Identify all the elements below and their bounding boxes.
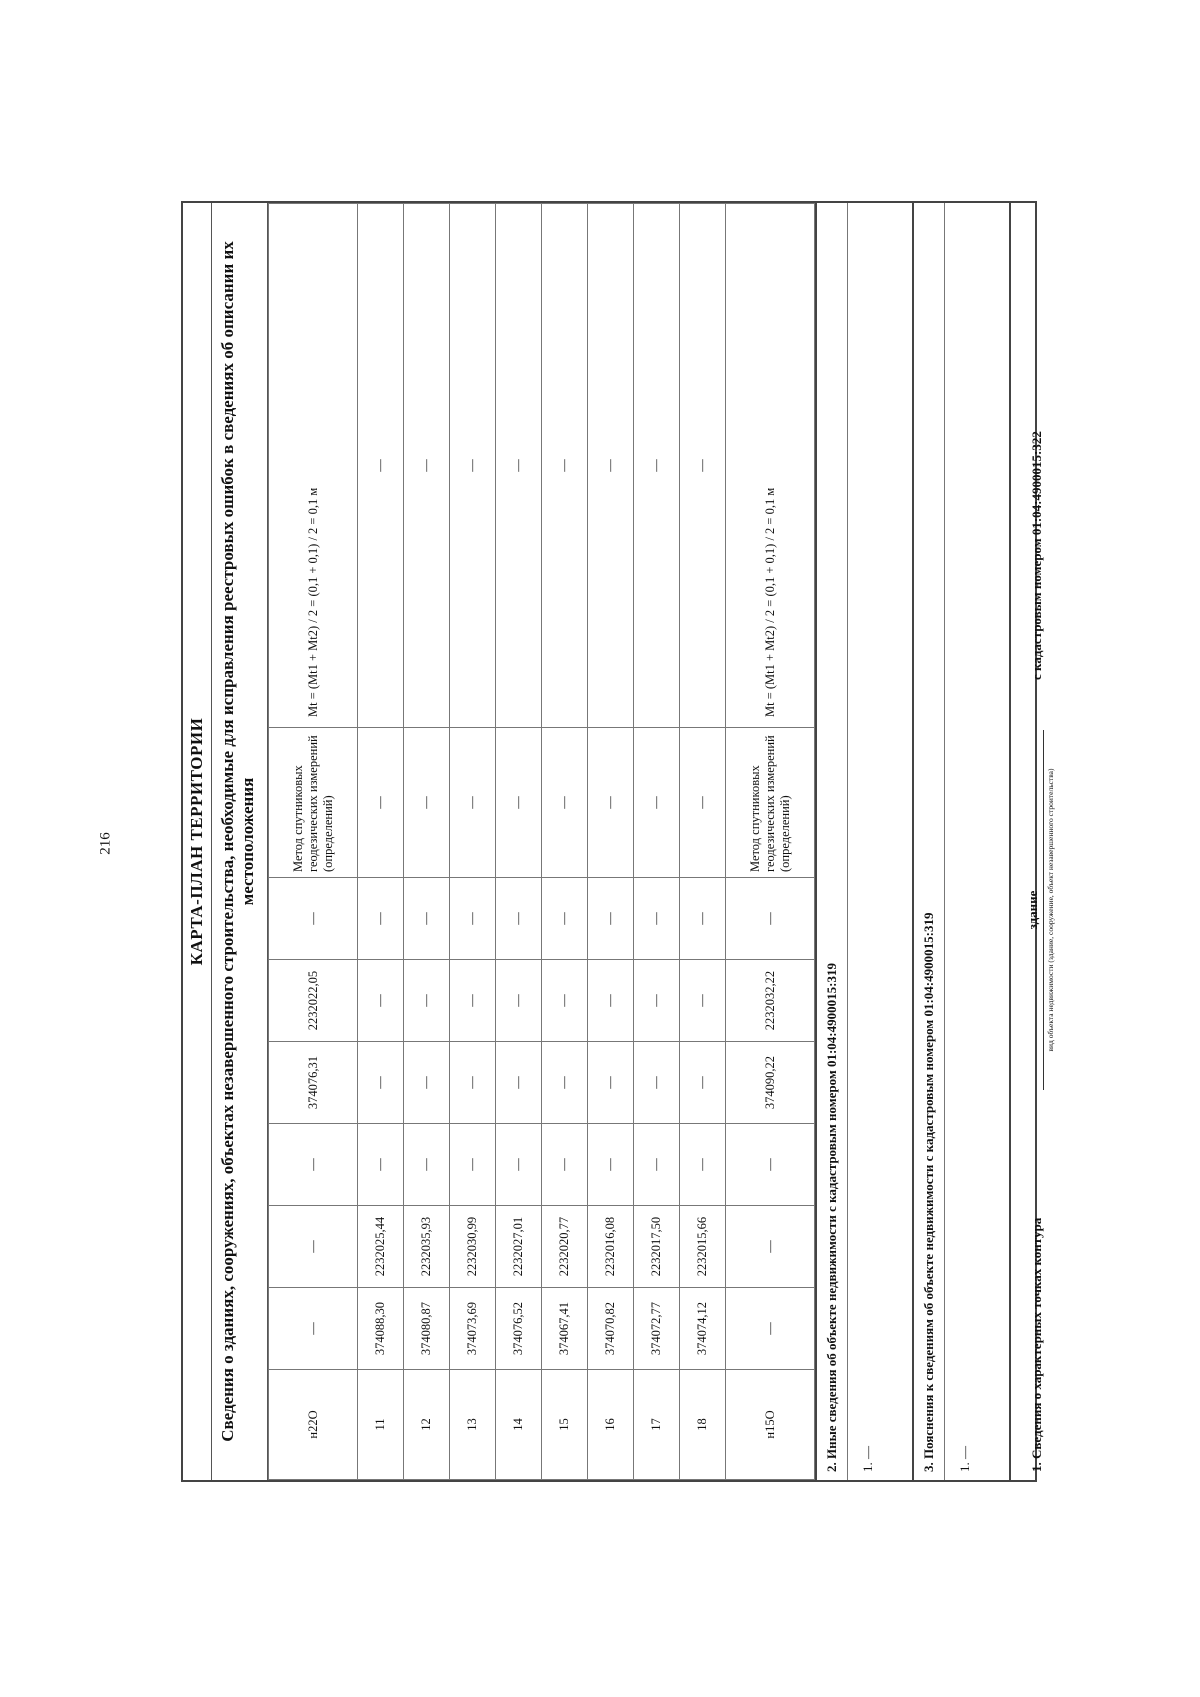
object-type-hint: вид объекта недвижимости (здание, сооружение, объект незавершенного строительства) <box>1046 768 1055 1052</box>
cell-x-old: 374067,41 <box>542 1288 588 1370</box>
table-row <box>680 204 726 1480</box>
cell-point: 13 <box>450 1370 496 1480</box>
cell-point: 18 <box>680 1370 726 1480</box>
cell-y-new: 2232032,22 <box>726 960 815 1042</box>
cell-y-old: 2232016,08 <box>588 1206 634 1288</box>
cell-dash2: — <box>634 878 680 960</box>
cell-formula: — <box>358 204 404 728</box>
cell-point: 14 <box>496 1370 542 1480</box>
cell-dash2: — <box>358 878 404 960</box>
cell-y-old: — <box>726 1206 815 1288</box>
cell-dash2: — <box>269 878 358 960</box>
cell-x-old: 374080,87 <box>404 1288 450 1370</box>
cell-method: — <box>496 728 542 878</box>
cell-method: — <box>404 728 450 878</box>
cell-point: 15 <box>542 1370 588 1480</box>
cell-y-new: — <box>496 960 542 1042</box>
cell-point: 16 <box>588 1370 634 1480</box>
cell-formula: — <box>450 204 496 728</box>
table-row <box>496 204 542 1480</box>
cell-x-new: 374090,22 <box>726 1042 815 1124</box>
table-row <box>358 204 404 1480</box>
cell-point: 11 <box>358 1370 404 1480</box>
cell-dash: — <box>450 1124 496 1206</box>
cell-method: — <box>542 728 588 878</box>
cell-x-old: — <box>269 1288 358 1370</box>
cell-y-old: — <box>269 1206 358 1288</box>
section-explanations <box>912 203 985 1480</box>
document-subtitle: Сведения о зданиях, сооружениях, объектах незавершенного строительства, необходимые для исправления реестровых ошибок в сведениях об описании их местоположения <box>212 203 268 1480</box>
cell-formula: — <box>680 204 726 728</box>
document-title: КАРТА-ПЛАН ТЕРРИТОРИИ <box>183 203 212 1480</box>
cell-y-new: — <box>680 960 726 1042</box>
table-row <box>588 204 634 1480</box>
cell-x-old: 374074,12 <box>680 1288 726 1370</box>
cell-x-new: — <box>404 1042 450 1124</box>
cell-dash2: — <box>680 878 726 960</box>
cell-y-old: 2232030,99 <box>450 1206 496 1288</box>
cell-dash2: — <box>450 878 496 960</box>
cell-y-old: 2232035,93 <box>404 1206 450 1288</box>
cell-method: — <box>634 728 680 878</box>
cell-dash: — <box>634 1124 680 1206</box>
cell-dash2: — <box>588 878 634 960</box>
table-row <box>726 204 815 1480</box>
cell-y-new: — <box>542 960 588 1042</box>
cell-y-old: 2232025,44 <box>358 1206 404 1288</box>
cell-formula: — <box>588 204 634 728</box>
cell-y-old: 2232015,66 <box>680 1206 726 1288</box>
cell-formula: — <box>404 204 450 728</box>
cell-y-new: — <box>588 960 634 1042</box>
cell-point: 12 <box>404 1370 450 1480</box>
cell-x-new: — <box>634 1042 680 1124</box>
cell-formula: Mt = (Mt1 + Mt2) / 2 = (0,1 + 0,1) / 2 = 0,1 м <box>726 204 815 728</box>
cell-dash: — <box>269 1124 358 1206</box>
cell-x-new: — <box>358 1042 404 1124</box>
cell-formula: — <box>496 204 542 728</box>
cadastral-sheet <box>181 201 1055 1482</box>
footer-left-label: 1. Сведения о характерных точках контура <box>1029 1217 1044 1472</box>
cell-x-new: — <box>496 1042 542 1124</box>
cell-dash2: — <box>404 878 450 960</box>
cell-x-old: 374073,69 <box>450 1288 496 1370</box>
table-row <box>404 204 450 1480</box>
cell-dash: — <box>358 1124 404 1206</box>
cell-y-new: — <box>634 960 680 1042</box>
cell-y-new: 2232022,05 <box>269 960 358 1042</box>
cell-y-new: — <box>358 960 404 1042</box>
cell-formula: — <box>542 204 588 728</box>
cell-x-old: 374088,30 <box>358 1288 404 1370</box>
cell-method: — <box>680 728 726 878</box>
coordinates-table <box>268 203 815 1480</box>
table-row <box>450 204 496 1480</box>
cell-point: 17 <box>634 1370 680 1480</box>
footer-contour-info <box>1009 203 1081 1480</box>
cell-y-old: 2232017,50 <box>634 1206 680 1288</box>
cell-x-new: — <box>680 1042 726 1124</box>
cell-x-old: 374072,77 <box>634 1288 680 1370</box>
cell-x-old: 374070,82 <box>588 1288 634 1370</box>
cell-x-new: 374076,31 <box>269 1042 358 1124</box>
cell-y-old: 2232027,01 <box>496 1206 542 1288</box>
cell-point: н15О <box>726 1370 815 1480</box>
cell-dash: — <box>542 1124 588 1206</box>
table-row <box>542 204 588 1480</box>
cell-formula: — <box>634 204 680 728</box>
cell-y-new: — <box>404 960 450 1042</box>
cell-method: Метод спутниковых геодезических измерений (определений) <box>726 728 815 878</box>
cell-point: н22О <box>269 1370 358 1480</box>
section-3-title: 3. Пояснения к сведениям об объекте недвижимости с кадастровым номером 01:04:4900015:319 <box>914 203 945 1480</box>
footer-cadastral-number: с кадастровым номером 01:04:4900015:322 <box>1029 431 1044 680</box>
cell-dash: — <box>404 1124 450 1206</box>
cell-dash: — <box>588 1124 634 1206</box>
table-row <box>269 204 358 1480</box>
object-type-value: здание <box>1025 730 1044 1090</box>
section-2-line: 1. — <box>860 1446 875 1472</box>
cell-x-old: — <box>726 1288 815 1370</box>
cell-dash: — <box>726 1124 815 1206</box>
cell-y-old: 2232020,77 <box>542 1206 588 1288</box>
page-number: 216 <box>97 832 114 855</box>
section-3-line: 1. — <box>957 1446 972 1472</box>
cell-dash2: — <box>726 878 815 960</box>
cell-dash: — <box>680 1124 726 1206</box>
cell-y-new: — <box>450 960 496 1042</box>
cell-dash: — <box>496 1124 542 1206</box>
cell-dash2: — <box>496 878 542 960</box>
cell-method: — <box>588 728 634 878</box>
footer-object-type <box>1025 730 1055 1090</box>
cell-formula: Mt = (Mt1 + Mt2) / 2 = (0,1 + 0,1) / 2 = 0,1 м <box>269 204 358 728</box>
section-other-info <box>815 203 888 1480</box>
cell-method: — <box>450 728 496 878</box>
cell-x-old: 374076,52 <box>496 1288 542 1370</box>
cell-x-new: — <box>588 1042 634 1124</box>
table-row <box>634 204 680 1480</box>
cell-method: — <box>358 728 404 878</box>
section-2-title: 2. Иные сведения об объекте недвижимости с кадастровым номером 01:04:4900015:319 <box>817 203 848 1480</box>
cell-x-new: — <box>450 1042 496 1124</box>
cell-method: Метод спутниковых геодезических измерений (определений) <box>269 728 358 878</box>
cell-dash2: — <box>542 878 588 960</box>
cell-x-new: — <box>542 1042 588 1124</box>
